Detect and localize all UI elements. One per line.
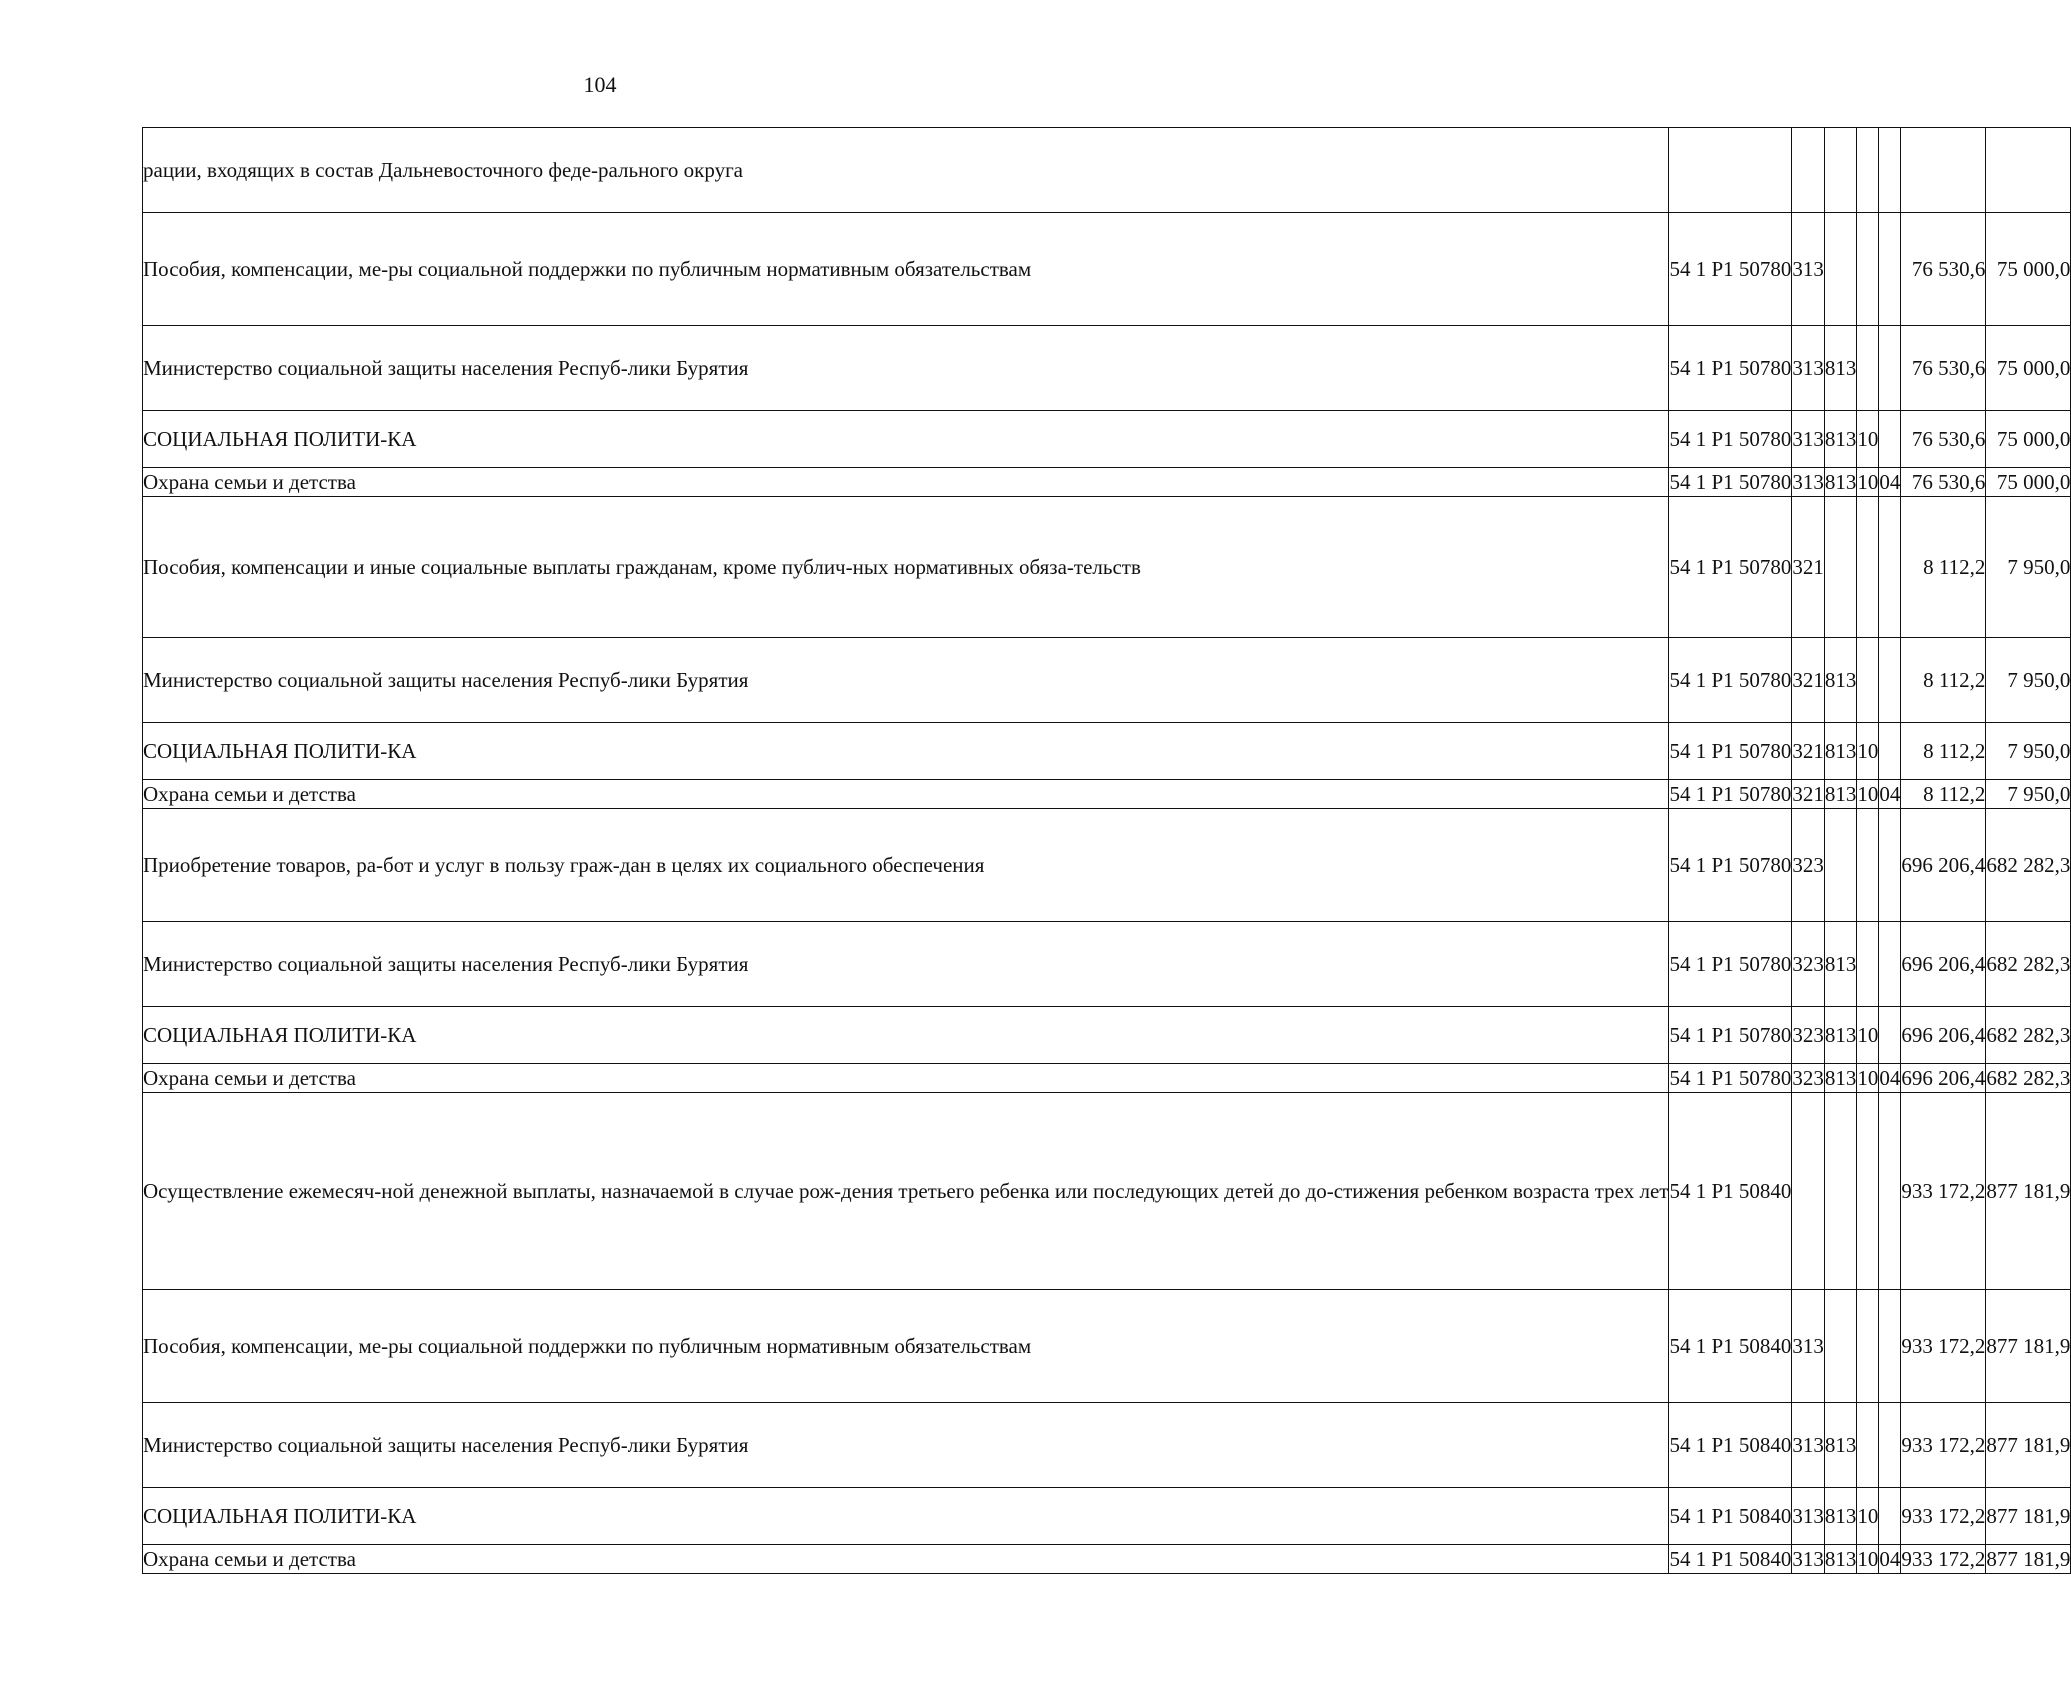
- target-article-cell: 54 1 P1 50780: [1669, 213, 1792, 326]
- subsection-cell: [1879, 1488, 1901, 1545]
- subsection-cell: [1879, 1007, 1901, 1064]
- amount-year-2-cell: 7 950,0: [1986, 497, 2071, 638]
- amount-year-2-cell: 682 282,3: [1986, 1007, 2071, 1064]
- section-cell: 10: [1857, 1488, 1879, 1545]
- table-row: [143, 1093, 2071, 1290]
- table-row: [143, 780, 2071, 809]
- amount-year-2-cell: 682 282,3: [1986, 922, 2071, 1007]
- administrator-code-cell: 813: [1824, 1007, 1857, 1064]
- amount-year-2-cell: 75 000,0: [1986, 213, 2071, 326]
- row-name-cell: Министерство социальной защиты населения Респуб-лики Бурятия: [143, 1403, 1669, 1488]
- amount-year-2-cell: 877 181,9: [1986, 1290, 2071, 1403]
- amount-year-1-cell: 8 112,2: [1901, 497, 1986, 638]
- administrator-code-cell: 813: [1824, 1403, 1857, 1488]
- page-number: 104: [583, 72, 617, 97]
- amount-year-2-cell: 7 950,0: [1986, 638, 2071, 723]
- amount-year-2-cell: 7 950,0: [1986, 780, 2071, 809]
- target-article-cell: 54 1 P1 50780: [1669, 922, 1792, 1007]
- expense-type-cell: 321: [1792, 497, 1825, 638]
- table-row: [143, 411, 2071, 468]
- subsection-cell: [1879, 326, 1901, 411]
- target-article-cell: 54 1 P1 50840: [1669, 1403, 1792, 1488]
- administrator-code-cell: 813: [1824, 723, 1857, 780]
- administrator-code-cell: 813: [1824, 780, 1857, 809]
- row-name-cell: Пособия, компенсации, ме-ры социальной поддержки по публичным нормативным обязательствам: [143, 1290, 1669, 1403]
- expense-type-cell: 313: [1792, 1545, 1825, 1574]
- row-name-cell: Охрана семьи и детства: [143, 1545, 1669, 1574]
- row-name-cell: СОЦИАЛЬНАЯ ПОЛИТИ-КА: [143, 411, 1669, 468]
- row-name-cell: СОЦИАЛЬНАЯ ПОЛИТИ-КА: [143, 1488, 1669, 1545]
- table-row: [143, 326, 2071, 411]
- table-row: [143, 1403, 2071, 1488]
- amount-year-1-cell: 76 530,6: [1901, 213, 1986, 326]
- target-article-cell: 54 1 P1 50780: [1669, 723, 1792, 780]
- subsection-cell: 04: [1879, 1545, 1901, 1574]
- expense-type-cell: 313: [1792, 468, 1825, 497]
- administrator-code-cell: [1824, 128, 1857, 213]
- section-cell: 10: [1857, 1064, 1879, 1093]
- subsection-cell: [1879, 497, 1901, 638]
- amount-year-1-cell: 933 172,2: [1901, 1545, 1986, 1574]
- section-cell: [1857, 326, 1879, 411]
- expense-type-cell: 323: [1792, 922, 1825, 1007]
- expense-type-cell: [1792, 128, 1825, 213]
- target-article-cell: 54 1 P1 50840: [1669, 1545, 1792, 1574]
- section-cell: 10: [1857, 468, 1879, 497]
- section-cell: 10: [1857, 723, 1879, 780]
- amount-year-2-cell: 877 181,9: [1986, 1403, 2071, 1488]
- section-cell: [1857, 1403, 1879, 1488]
- section-cell: [1857, 922, 1879, 1007]
- expense-type-cell: 323: [1792, 809, 1825, 922]
- expense-type-cell: 313: [1792, 1290, 1825, 1403]
- expense-type-cell: 323: [1792, 1007, 1825, 1064]
- section-cell: [1857, 128, 1879, 213]
- table-row: [143, 723, 2071, 780]
- amount-year-1-cell: 933 172,2: [1901, 1488, 1986, 1545]
- subsection-cell: [1879, 1403, 1901, 1488]
- table-row: [143, 922, 2071, 1007]
- administrator-code-cell: 813: [1824, 638, 1857, 723]
- row-name-cell: Охрана семьи и детства: [143, 468, 1669, 497]
- target-article-cell: 54 1 P1 50780: [1669, 809, 1792, 922]
- table-row: [143, 1064, 2071, 1093]
- expense-type-cell: 313: [1792, 326, 1825, 411]
- subsection-cell: 04: [1879, 780, 1901, 809]
- amount-year-1-cell: 76 530,6: [1901, 326, 1986, 411]
- section-cell: 10: [1857, 411, 1879, 468]
- administrator-code-cell: 813: [1824, 922, 1857, 1007]
- amount-year-1-cell: 933 172,2: [1901, 1403, 1986, 1488]
- table-row: [143, 213, 2071, 326]
- amount-year-2-cell: 877 181,9: [1986, 1545, 2071, 1574]
- section-cell: [1857, 809, 1879, 922]
- subsection-cell: [1879, 638, 1901, 723]
- subsection-cell: [1879, 128, 1901, 213]
- table-row: [143, 1290, 2071, 1403]
- expense-type-cell: 313: [1792, 1403, 1825, 1488]
- row-name-cell: рации, входящих в состав Дальневосточного феде-рального округа: [143, 128, 1669, 213]
- expense-type-cell: 321: [1792, 723, 1825, 780]
- budget-table: [142, 127, 2071, 1574]
- row-name-cell: СОЦИАЛЬНАЯ ПОЛИТИ-КА: [143, 1007, 1669, 1064]
- target-article-cell: 54 1 P1 50780: [1669, 780, 1792, 809]
- subsection-cell: 04: [1879, 468, 1901, 497]
- expense-type-cell: 313: [1792, 213, 1825, 326]
- amount-year-2-cell: 75 000,0: [1986, 326, 2071, 411]
- administrator-code-cell: [1824, 1290, 1857, 1403]
- table-row: [143, 1545, 2071, 1574]
- amount-year-2-cell: 682 282,3: [1986, 1064, 2071, 1093]
- amount-year-2-cell: 682 282,3: [1986, 809, 2071, 922]
- section-cell: 10: [1857, 1545, 1879, 1574]
- section-cell: [1857, 497, 1879, 638]
- target-article-cell: [1669, 128, 1792, 213]
- amount-year-1-cell: 8 112,2: [1901, 638, 1986, 723]
- subsection-cell: 04: [1879, 1064, 1901, 1093]
- table-row: [143, 1488, 2071, 1545]
- amount-year-1-cell: 933 172,2: [1901, 1093, 1986, 1290]
- amount-year-2-cell: 7 950,0: [1986, 723, 2071, 780]
- row-name-cell: Министерство социальной защиты населения Респуб-лики Бурятия: [143, 638, 1669, 723]
- administrator-code-cell: [1824, 1093, 1857, 1290]
- amount-year-1-cell: 8 112,2: [1901, 723, 1986, 780]
- table-row: [143, 468, 2071, 497]
- administrator-code-cell: [1824, 213, 1857, 326]
- administrator-code-cell: 813: [1824, 468, 1857, 497]
- expense-type-cell: 321: [1792, 638, 1825, 723]
- amount-year-1-cell: 76 530,6: [1901, 411, 1986, 468]
- amount-year-2-cell: [1986, 128, 2071, 213]
- row-name-cell: Осуществление ежемесяч-ной денежной выплаты, назначаемой в случае рож-дения третьего ребенка или последующих детей до до-стижения ребенком возраста трех лет: [143, 1093, 1669, 1290]
- subsection-cell: [1879, 922, 1901, 1007]
- administrator-code-cell: 813: [1824, 1488, 1857, 1545]
- target-article-cell: 54 1 P1 50780: [1669, 468, 1792, 497]
- subsection-cell: [1879, 1290, 1901, 1403]
- target-article-cell: 54 1 P1 50780: [1669, 1007, 1792, 1064]
- row-name-cell: Охрана семьи и детства: [143, 1064, 1669, 1093]
- amount-year-1-cell: 76 530,6: [1901, 468, 1986, 497]
- amount-year-2-cell: 75 000,0: [1986, 468, 2071, 497]
- amount-year-2-cell: 877 181,9: [1986, 1488, 2071, 1545]
- table-body: [143, 128, 2071, 1574]
- administrator-code-cell: [1824, 497, 1857, 638]
- row-name-cell: Охрана семьи и детства: [143, 780, 1669, 809]
- subsection-cell: [1879, 1093, 1901, 1290]
- target-article-cell: 54 1 P1 50840: [1669, 1290, 1792, 1403]
- row-name-cell: Приобретение товаров, ра-бот и услуг в пользу граж-дан в целях их социального обеспечения: [143, 809, 1669, 922]
- administrator-code-cell: [1824, 809, 1857, 922]
- subsection-cell: [1879, 809, 1901, 922]
- subsection-cell: [1879, 213, 1901, 326]
- row-name-cell: Министерство социальной защиты населения Респуб-лики Бурятия: [143, 922, 1669, 1007]
- amount-year-1-cell: [1901, 128, 1986, 213]
- amount-year-2-cell: 75 000,0: [1986, 411, 2071, 468]
- administrator-code-cell: 813: [1824, 411, 1857, 468]
- amount-year-1-cell: 933 172,2: [1901, 1290, 1986, 1403]
- administrator-code-cell: 813: [1824, 326, 1857, 411]
- table-row: [143, 497, 2071, 638]
- section-cell: [1857, 638, 1879, 723]
- expense-type-cell: 321: [1792, 780, 1825, 809]
- row-name-cell: Министерство социальной защиты населения Респуб-лики Бурятия: [143, 326, 1669, 411]
- section-cell: [1857, 213, 1879, 326]
- row-name-cell: Пособия, компенсации, ме-ры социальной поддержки по публичным нормативным обязательствам: [143, 213, 1669, 326]
- target-article-cell: 54 1 P1 50780: [1669, 326, 1792, 411]
- expense-type-cell: 313: [1792, 1488, 1825, 1545]
- amount-year-1-cell: 696 206,4: [1901, 922, 1986, 1007]
- amount-year-1-cell: 696 206,4: [1901, 1007, 1986, 1064]
- expense-type-cell: 313: [1792, 411, 1825, 468]
- target-article-cell: 54 1 P1 50780: [1669, 638, 1792, 723]
- subsection-cell: [1879, 411, 1901, 468]
- target-article-cell: 54 1 P1 50840: [1669, 1093, 1792, 1290]
- administrator-code-cell: 813: [1824, 1545, 1857, 1574]
- amount-year-2-cell: 877 181,9: [1986, 1093, 2071, 1290]
- amount-year-1-cell: 8 112,2: [1901, 780, 1986, 809]
- section-cell: 10: [1857, 780, 1879, 809]
- amount-year-1-cell: 696 206,4: [1901, 1064, 1986, 1093]
- subsection-cell: [1879, 723, 1901, 780]
- row-name-cell: Пособия, компенсации и иные социальные выплаты гражданам, кроме публич-ных нормативных обяза-тельств: [143, 497, 1669, 638]
- target-article-cell: 54 1 P1 50780: [1669, 411, 1792, 468]
- expense-type-cell: 323: [1792, 1064, 1825, 1093]
- target-article-cell: 54 1 P1 50780: [1669, 1064, 1792, 1093]
- target-article-cell: 54 1 P1 50840: [1669, 1488, 1792, 1545]
- amount-year-1-cell: 696 206,4: [1901, 809, 1986, 922]
- table-row: [143, 128, 2071, 213]
- section-cell: [1857, 1290, 1879, 1403]
- table-row: [143, 1007, 2071, 1064]
- administrator-code-cell: 813: [1824, 1064, 1857, 1093]
- row-name-cell: СОЦИАЛЬНАЯ ПОЛИТИ-КА: [143, 723, 1669, 780]
- section-cell: [1857, 1093, 1879, 1290]
- table-row: [143, 638, 2071, 723]
- table-row: [143, 809, 2071, 922]
- section-cell: 10: [1857, 1007, 1879, 1064]
- target-article-cell: 54 1 P1 50780: [1669, 497, 1792, 638]
- expense-type-cell: [1792, 1093, 1825, 1290]
